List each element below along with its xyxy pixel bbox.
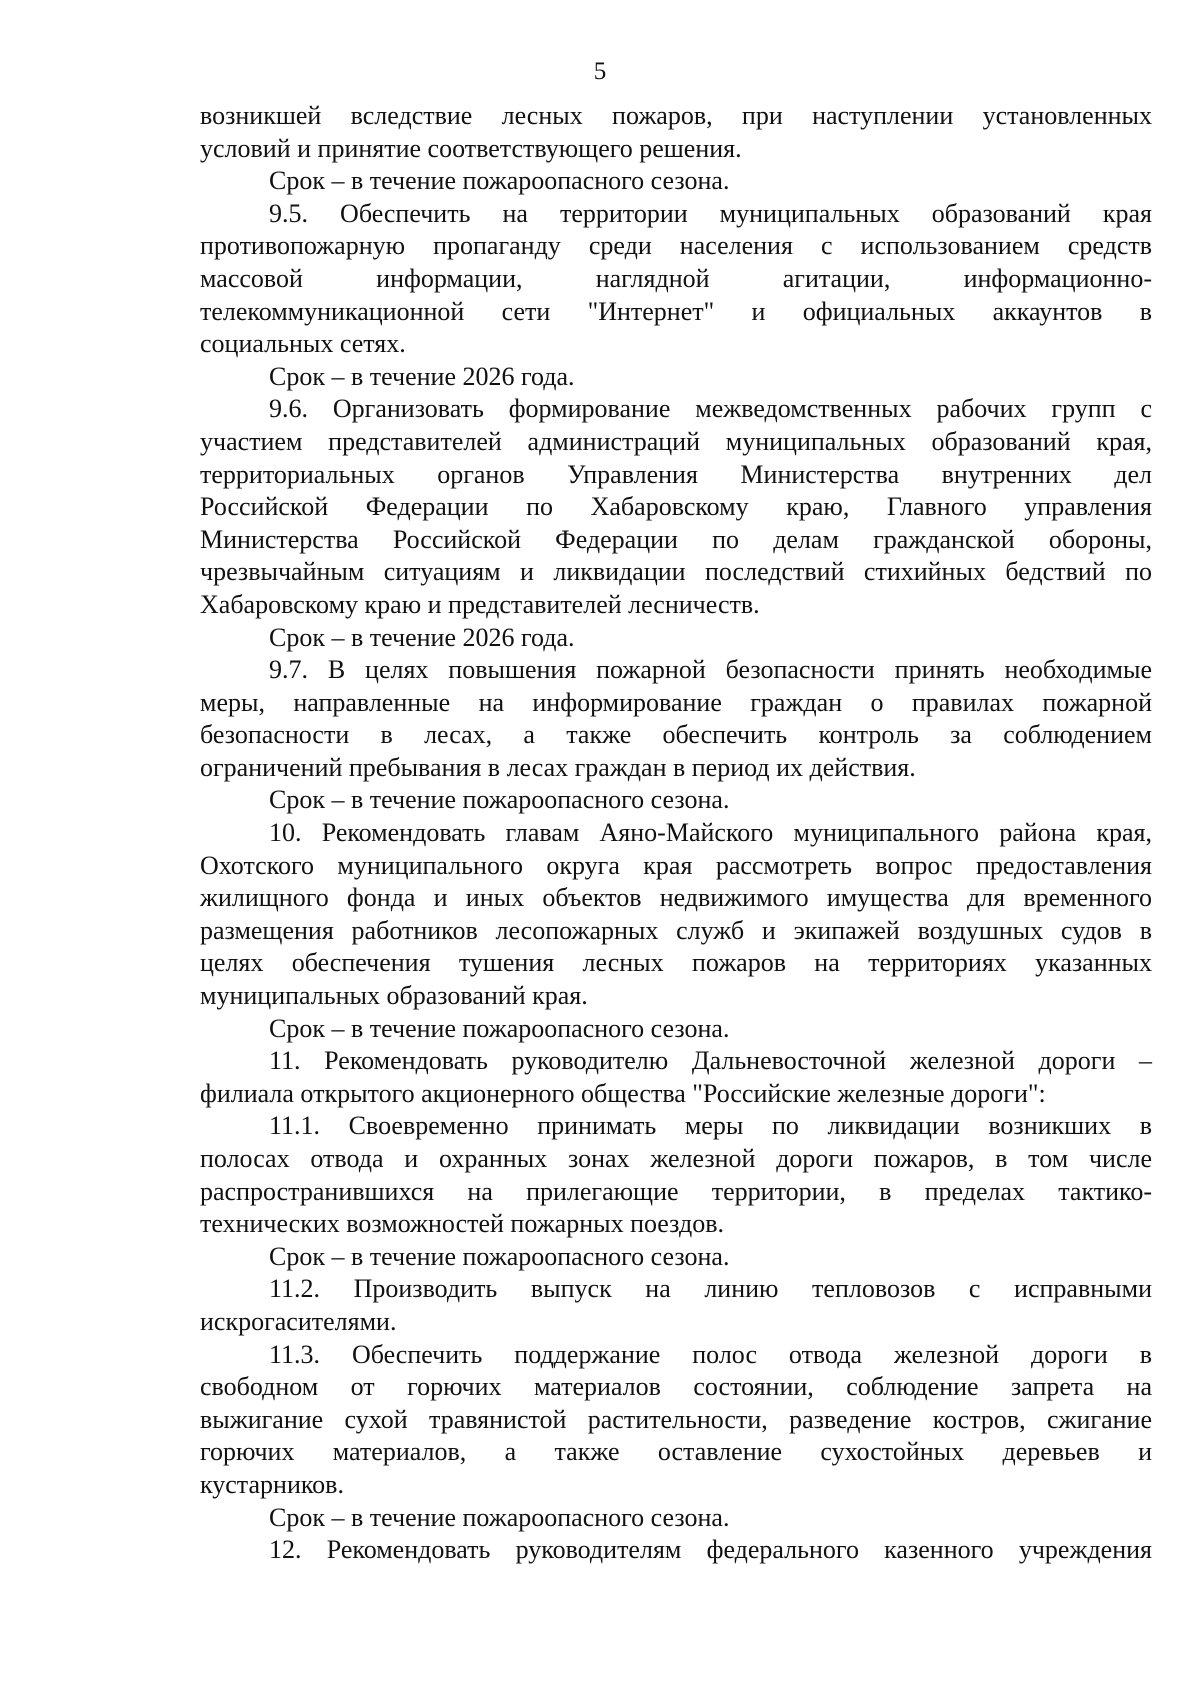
text-line-body: кустарников. [200,1469,344,1499]
text-line-deadline: Срок – в течение пожароопасного сезона. [269,1241,730,1271]
text-line-body: распространившихся на прилегающие территории, в пределах тактико- [200,1176,1152,1206]
text-line-body: полосах отвода и охранных зонах железной дороги пожаров, в том числе [200,1144,1152,1173]
text-line-body: телекоммуникационной сети "Интернет" и официальных аккаунтов в [200,296,1152,326]
text-line-body: Министерства Российской Федерации по делам гражданской обороны, [200,524,1152,554]
text-line-deadline: Срок – в течение пожароопасного сезона. [269,785,730,815]
text-line-body: искрогасителями. [200,1306,397,1336]
text-line-body: целях обеспечения тушения лесных пожаров на территориях указанных [200,948,1152,978]
text-line-deadline: Срок – в течение пожароопасного сезона. [269,166,730,196]
text-line-body: массовой информации, наглядной агитации, информационно- [200,263,1152,293]
text-line-item: 9.7. В целях повышения пожарной безопасности принять необходимые [269,655,1152,685]
text-line-body: социальных сетях. [200,329,406,359]
text-line-body: филиала открытого акционерного общества "Российские железные дороги": [200,1078,1046,1108]
text-line-body: безопасности в лесах, а также обеспечить контроль за соблюдением [200,720,1152,750]
text-line-body: свободном от горючих материалов состоянии, соблюдение запрета на [200,1372,1152,1402]
text-line-deadline: Срок – в течение 2026 года. [269,361,575,391]
text-line-body: горючих материалов, а также оставление сухостойных деревьев и [200,1437,1152,1467]
text-line-body: Охотского муниципального округа края рассмотреть вопрос предоставления [200,850,1152,880]
text-line-deadline: Срок – в течение пожароопасного сезона. [269,1013,730,1043]
text-line-body: технических возможностей пожарных поездов. [200,1209,724,1239]
text-line-item: 9.6. Организовать формирование межведомственных рабочих групп с [269,394,1152,424]
document-body [200,100,1152,1567]
text-line-body: меры, направленные на информирование граждан о правилах пожарной [200,687,1152,717]
text-line-body: условий и принятие соответствующего решения. [200,133,742,163]
text-line-item: 11. Рекомендовать руководителю Дальневосточной железной дороги – [269,1046,1152,1076]
text-line-body: участием представителей администраций муниципальных образований края, [200,426,1152,456]
text-line-body: возникшей вследствие лесных пожаров, при наступлении установленных [200,101,1152,130]
text-line-body: жилищного фонда и иных объектов недвижимого имущества для временного [200,883,1152,913]
text-line-item: 11.3. Обеспечить поддержание полос отвода железной дороги в [269,1339,1152,1369]
text-line-body: муниципальных образований края. [200,981,588,1011]
text-line-item: 12. Рекомендовать руководителям федерального казенного учреждения [269,1535,1152,1565]
text-line-body: Российской Федерации по Хабаровскому краю, Главного управления [200,492,1152,522]
page-number: 5 [593,58,607,85]
text-line-body: ограничений пребывания в лесах граждан в период их действия. [200,752,916,782]
text-line-body: выжигание сухой травянистой растительности, разведение костров, сжигание [200,1404,1152,1434]
text-line-body: территориальных органов Управления Министерства внутренних дел [200,459,1152,489]
text-line-body: чрезвычайным ситуациям и ликвидации последствий стихийных бедствий по [200,557,1152,587]
text-line-item: 11.2. Производить выпуск на линию тепловозов с исправными [269,1274,1152,1304]
text-line-item: 10. Рекомендовать главам Аяно-Майского муниципального района края, [269,818,1152,848]
text-line-item: 11.1. Своевременно принимать меры по ликвидации возникших в [269,1111,1152,1141]
text-line-deadline: Срок – в течение пожароопасного сезона. [269,1502,730,1532]
text-line-body: противопожарную пропаганду среди населения с использованием средств [200,231,1152,261]
text-line-item: 9.5. Обеспечить на территории муниципальных образований края [269,198,1152,228]
text-line-deadline: Срок – в течение 2026 года. [269,622,575,652]
text-line-body: Хабаровскому краю и представителей лесничеств. [200,589,760,619]
text-line-body: размещения работников лесопожарных служб и экипажей воздушных судов в [200,915,1152,945]
